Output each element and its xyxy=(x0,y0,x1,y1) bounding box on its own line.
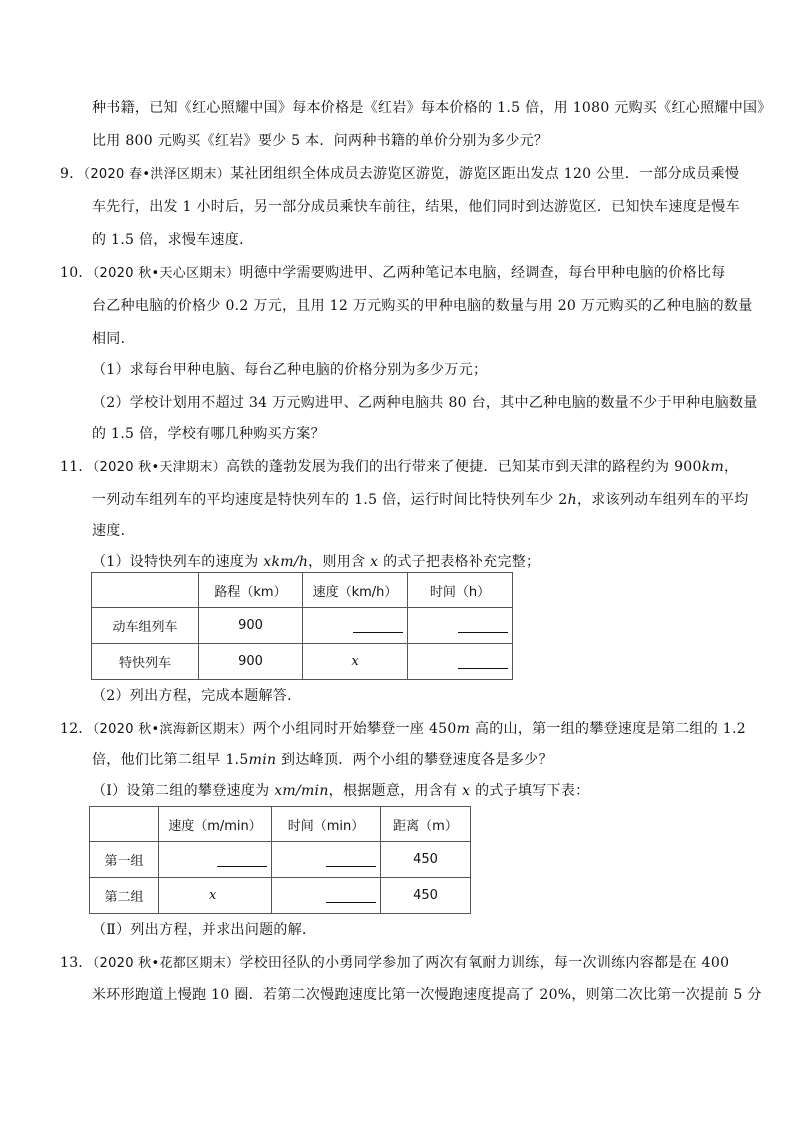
question-text: 学校田径队的小勇同学参加了两次有氧耐力训练，每一次训练内容都是在 400 xyxy=(239,955,730,971)
question-source: （2020 秋•天心区期末） xyxy=(92,266,240,281)
question-text: 两个小组同时开始攀登一座 450 xyxy=(252,721,457,737)
question-number: 9． xyxy=(60,166,84,182)
question-number: 10． xyxy=(60,265,93,281)
text-line xyxy=(92,490,749,510)
table-cell: 第二组 xyxy=(90,878,159,914)
table-train-speeds xyxy=(91,572,513,680)
table-cell-blank xyxy=(408,644,513,680)
table-cell: 动车组列车 xyxy=(92,608,199,644)
table-cell: 450 xyxy=(381,878,471,914)
text-line: 车先行，出发 1 小时后，另一部分成员乘快车前往，结果，他们同时到达游览区．已知快车速度是慢车 xyxy=(92,199,740,215)
sub-question: （Ⅱ）列出方程，并求出问题的解． xyxy=(92,922,317,938)
text-line: 相同． xyxy=(92,331,135,347)
fill-in-blank xyxy=(217,854,267,867)
question-text: ，根据题意，用含有 xyxy=(328,783,463,799)
table-climb-speeds xyxy=(89,806,471,914)
question-text: ， xyxy=(724,459,739,475)
question-number: 12． xyxy=(60,721,93,737)
question-text: 高的山，第一组的攀登速度是第二组的 1.2 xyxy=(470,721,746,737)
text-line: 的 1.5 倍，求慢车速度． xyxy=(92,232,254,248)
table-cell-blank xyxy=(272,842,381,878)
unit: min xyxy=(248,752,277,768)
table-cell xyxy=(92,573,199,608)
table-cell-blank xyxy=(408,608,513,644)
question-text: 一列动车组列车的平均速度是特快列车的 1.5 倍，运行时间比特快列车少 2 xyxy=(92,492,568,508)
question-source: （2020 秋•滨海新区期末） xyxy=(92,722,253,737)
table-cell-blank xyxy=(159,842,272,878)
text-line: 比用 800 元购买《红岩》要少 5 本．问两种书籍的单价分别为多少元？ xyxy=(92,133,549,149)
question-13-line-1 xyxy=(60,953,729,974)
question-text: 的式子把表格补充完整； xyxy=(378,554,541,570)
question-text: 某社团组织全体成员去游览区游览，游览区距出发点 120 公里．一部分成员乘慢 xyxy=(230,166,740,182)
fill-in-blank xyxy=(458,620,508,633)
table-cell: 450 xyxy=(381,842,471,878)
question-text: 高铁的蓬勃发展为我们的出行带来了便捷．已知某市到天津的路程约为 900 xyxy=(226,459,702,475)
question-source: （2020 秋•天津期末） xyxy=(92,460,227,475)
fill-in-blank xyxy=(326,854,376,867)
question-12-line-1 xyxy=(60,719,746,740)
text-line: 的 1.5 倍，学校有哪几种购买方案？ xyxy=(92,426,325,442)
question-text: 明德中学需要购进甲、乙两种笔记本电脑，经调查，每台甲种电脑的价格比每 xyxy=(239,265,726,281)
table-cell: x xyxy=(303,644,408,680)
question-text: 倍，他们比第二组早 1.5 xyxy=(92,752,249,768)
table-row xyxy=(92,644,513,680)
table-cell: 900 xyxy=(199,608,303,644)
fill-in-blank xyxy=(326,890,376,903)
table-cell: 900 xyxy=(199,644,303,680)
question-source: （2020 秋•花都区期末） xyxy=(92,956,240,971)
question-10-line-1 xyxy=(60,263,726,284)
table-cell: x xyxy=(159,878,272,914)
sub-question xyxy=(92,552,540,572)
fill-in-blank xyxy=(458,656,508,669)
question-text: （Ⅰ）设第二组的攀登速度为 xyxy=(92,783,275,799)
unit: h xyxy=(567,492,577,508)
table-cell xyxy=(90,807,159,842)
question-text: 的式子填写下表： xyxy=(470,783,590,799)
table-row xyxy=(90,842,471,878)
unit: m xyxy=(456,721,471,737)
question-text: 到达峰顶．两个小组的攀登速度各是多少？ xyxy=(276,752,553,768)
table-header: 时间（h） xyxy=(408,573,513,608)
text-line xyxy=(92,750,553,770)
question-9-line-1 xyxy=(60,164,739,185)
table-header: 速度（m/min） xyxy=(159,807,272,842)
variable: x xyxy=(462,783,471,799)
table-cell-blank xyxy=(303,608,408,644)
table-header-row xyxy=(92,573,513,608)
sub-question xyxy=(92,781,589,801)
variable: x xyxy=(370,554,379,570)
table-header-row xyxy=(90,807,471,842)
question-text: （1）设特快列车的速度为 xyxy=(92,554,264,570)
table-header: 时间（min） xyxy=(272,807,381,842)
text-line: 种书籍，已知《红心照耀中国》每本价格是《红岩》每本价格的 1.5 倍，用 1080 元购买《红心照耀中国》 xyxy=(92,100,772,116)
table-cell-blank xyxy=(272,878,381,914)
text-line: 台乙种电脑的价格少 0.2 万元，且用 12 万元购买的甲种电脑的数量与用 20 万元购买的乙种电脑的数量 xyxy=(92,298,753,314)
question-number: 11． xyxy=(60,459,93,475)
table-row xyxy=(92,608,513,644)
question-text: ，求该列动车组列车的平均 xyxy=(576,492,749,508)
question-text: ，则用含 xyxy=(308,554,371,570)
table-cell: 特快列车 xyxy=(92,644,199,680)
table-header: 距离（m） xyxy=(381,807,471,842)
table-cell: 第一组 xyxy=(90,842,159,878)
question-number: 13． xyxy=(60,955,93,971)
unit: xkm/h xyxy=(263,554,309,570)
question-11-line-1 xyxy=(60,457,738,478)
unit: xm/min xyxy=(274,783,329,799)
table-header: 速度（km/h） xyxy=(303,573,408,608)
text-line: 速度． xyxy=(92,523,135,539)
fill-in-blank xyxy=(353,620,403,633)
question-source: （2020 春•洪泽区期末） xyxy=(83,167,231,182)
sub-question: （1）求每台甲种电脑、每台乙种电脑的价格分别为多少万元； xyxy=(92,362,488,378)
unit: km xyxy=(701,459,725,475)
text-line: 米环形跑道上慢跑 10 圈．若第二次慢跑速度比第一次慢跑速度提高了 20%，则第二次比第一次提前 5 分 xyxy=(92,987,762,1003)
sub-question: （2）列出方程，完成本题解答． xyxy=(92,688,302,704)
table-row xyxy=(90,878,471,914)
table-header: 路程（km） xyxy=(199,573,303,608)
sub-question: （2）学校计划用不超过 34 万元购进甲、乙两种电脑共 80 台，其中乙种电脑的数量不少于甲种电脑数量 xyxy=(92,395,758,411)
